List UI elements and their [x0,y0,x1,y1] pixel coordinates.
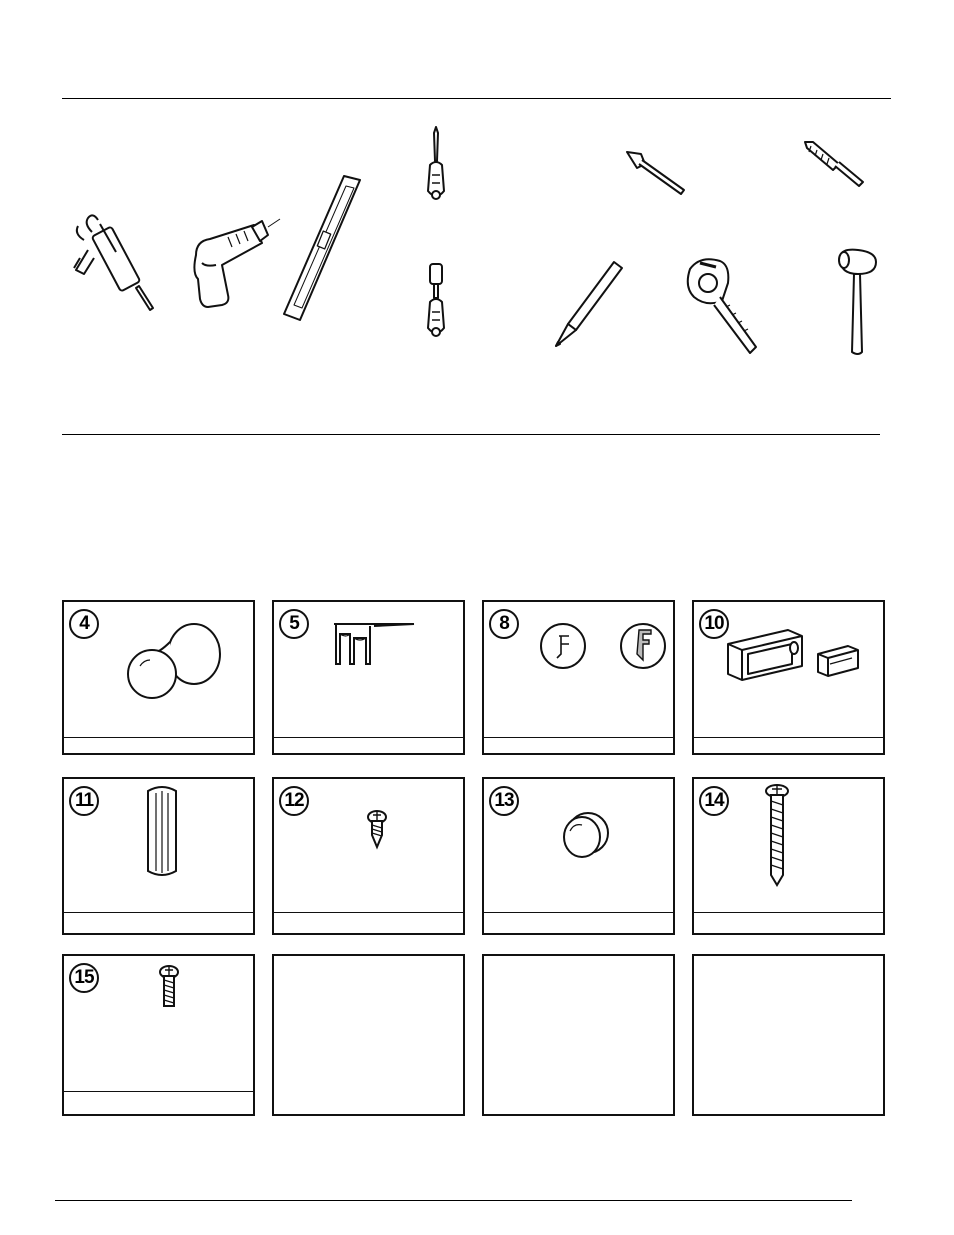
part-number-badge: 5 [279,609,309,639]
part-label-line [64,1091,253,1092]
knob-icon [124,622,224,707]
phillips-screwdriver-icon [424,125,448,205]
part-15-box [62,954,255,1116]
machine-screw-icon [158,964,180,1010]
part-number-badge: 11 [69,786,99,816]
part-12-box [272,777,465,935]
seal-strip-icon [332,620,414,665]
tape-measure-icon [682,255,762,355]
part-label-line [274,737,463,738]
part-5-box [272,600,465,755]
seal-profiles-icon [539,620,669,672]
part-8-box [482,600,675,755]
part-4-box [62,600,255,755]
part-label-line [694,912,883,913]
bumper-icon [560,811,610,861]
part-number-badge: 4 [69,609,99,639]
channel-brackets-icon [724,620,864,680]
part-label-line [274,912,463,913]
pencil-icon [552,258,627,348]
rubber-mallet-icon [836,248,881,358]
part-number-badge: 13 [489,786,519,816]
caulking-gun-icon [70,210,165,315]
part-empty-box [692,954,885,1116]
tools-bottom-rule [62,434,880,435]
part-number-badge: 10 [699,609,729,639]
part-number-badge: 15 [69,963,99,993]
part-number-badge: 8 [489,609,519,639]
footer-rule [55,1200,852,1201]
part-label-line [64,912,253,913]
part-label-line [64,737,253,738]
power-drill-icon [190,215,285,315]
part-14-box [692,777,885,935]
part-number-badge: 12 [279,786,309,816]
part-label-line [484,912,673,913]
part-label-line [484,737,673,738]
wall-anchor-icon [144,785,180,880]
part-13-box [482,777,675,935]
short-screw-icon [366,809,388,851]
long-screw-icon [764,783,790,888]
part-number-badge: 14 [699,786,729,816]
part-empty-box [482,954,675,1116]
flat-screwdriver-icon [424,262,448,344]
tools-top-rule [62,98,891,99]
part-10-box [692,600,885,755]
part-label-line [694,737,883,738]
glass-drill-bit-icon [625,148,687,198]
masonry-drill-bit-icon [803,140,865,190]
part-11-box [62,777,255,935]
level-icon [280,172,365,322]
part-empty-box [272,954,465,1116]
